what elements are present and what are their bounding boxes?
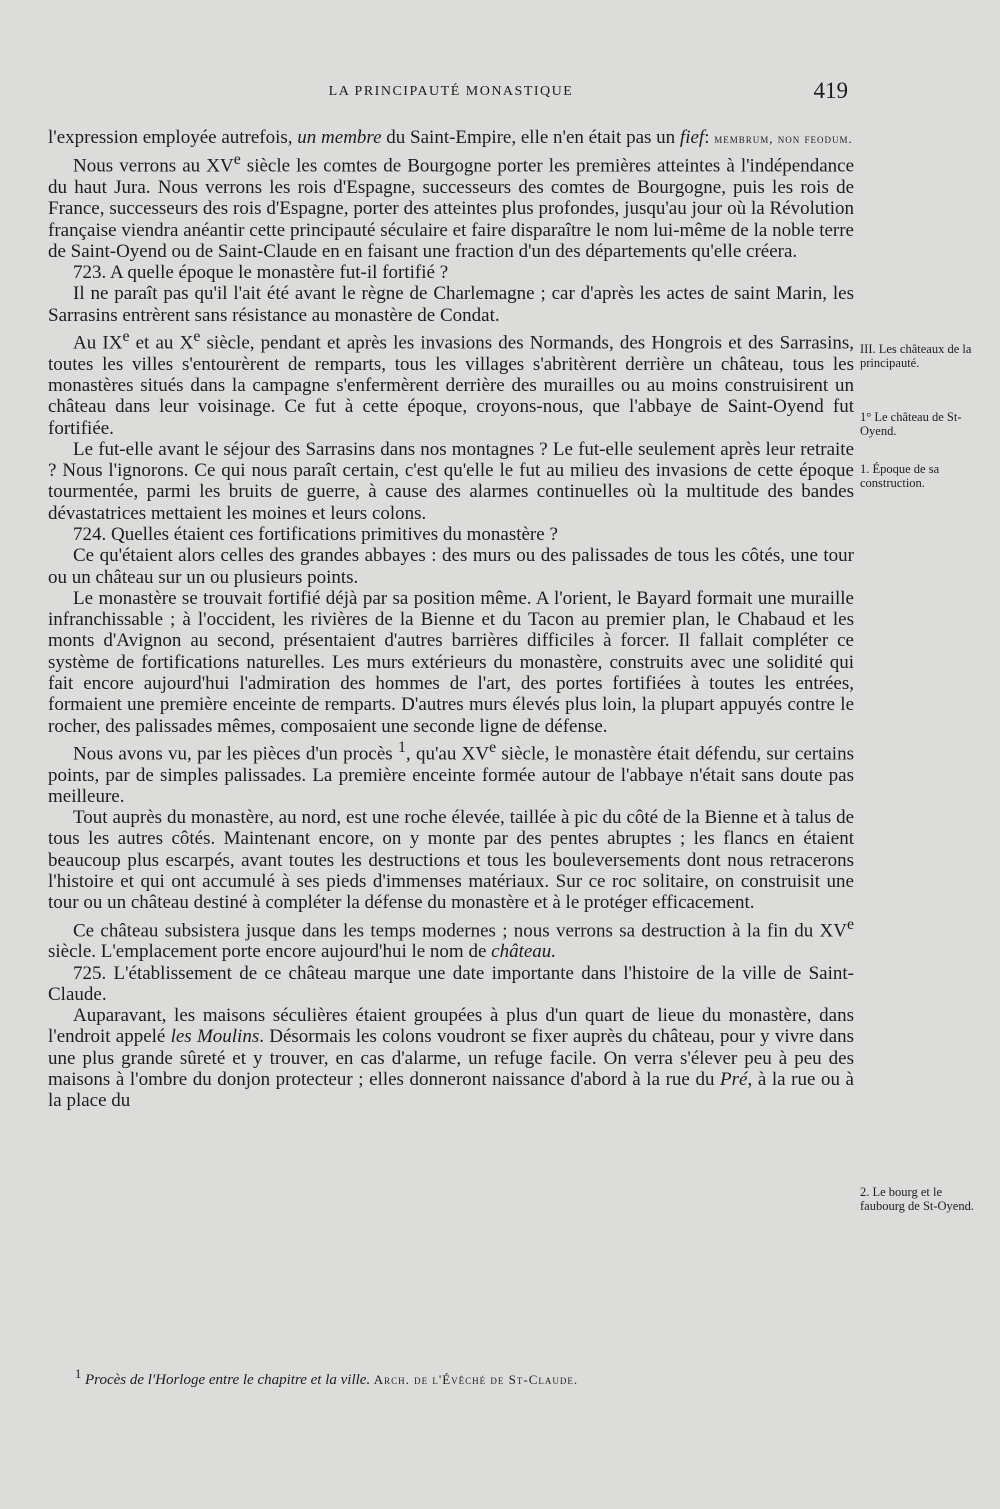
text-run: Nous avons vu, par les pièces d'un procès — [73, 743, 398, 765]
page-header — [48, 78, 854, 108]
paragraph — [48, 963, 854, 1006]
paragraph — [48, 545, 854, 588]
text-run: : — [704, 127, 715, 148]
text-run: Auparavant, les maisons séculières étaient groupées à plus d'un quart de lieue du monastère, dans l'endroit appelé — [48, 1005, 854, 1048]
text-run: du Saint-Empire, elle n'en était pas un — [381, 127, 680, 148]
footnote-text — [85, 1372, 578, 1388]
margin-note-chateau-st-oyend: 1° Le château de St-Oyend. — [860, 410, 962, 438]
text-run: , qu'au XV — [405, 743, 490, 765]
text-run: Il ne paraît pas qu'il l'ait été avant le règne de Charlemagne ; car d'après les actes de saint Marin, les Sarrasins entrèrent sans résistance au monastère de Condat. — [48, 283, 854, 326]
text-run: Tout auprès du monastère, au nord, est une roche élevée, taillée à pic du côté de la Bienne et à talus de tous les autres côtés. Maintenant encore, on y monte par des pentes abruptes ; les flancs en étaient beaucoup plus escarpés, avant toutes les destructions et tous les bouleversements dont nous retracerons l'histoire et qui ont accumulé à ses pieds d'immenses matériaux. Sur ce roc solitaire, on construisit une tour ou un château destiné à compléter la défense du monastère et à le protéger efficacement. — [48, 807, 854, 914]
paragraph — [48, 283, 854, 326]
running-title: LA PRINCIPAUTÉ MONASTIQUE — [328, 84, 574, 99]
text-run: membrum, non feodum. — [714, 131, 853, 146]
text-run: Nous verrons au XV — [73, 155, 234, 177]
text-run: 724. Quelles étaient ces fortifications primitives du monastère ? — [73, 524, 558, 545]
text-run: château. — [491, 941, 557, 963]
paragraph — [48, 914, 854, 963]
text-run: e — [233, 151, 241, 169]
text-run: e — [193, 328, 201, 345]
text-run: Pré — [720, 1069, 748, 1091]
text-run: fief — [679, 127, 705, 148]
paragraph — [48, 326, 854, 439]
text-run: Ce château subsistera jusque dans les temps modernes ; nous verrons sa destruction à la fin du XV — [73, 920, 847, 941]
text-run: Arch. de l'Évêché de St-Claude. — [370, 1372, 579, 1387]
text-run: et au X — [129, 332, 194, 354]
paragraph — [48, 127, 854, 149]
margin-note-epoque: 1. Époque de sa construction. — [860, 462, 940, 490]
text-run: siècle. L'emplacement porte encore aujourd'hui le nom de — [48, 941, 492, 963]
footnote-marker: 1 — [75, 1367, 82, 1381]
margin-note-bourg: 2. Le bourg et le faubourg de St-Oyend. — [860, 1185, 974, 1213]
text-run: un membre — [297, 127, 382, 148]
text-run: e — [489, 738, 497, 756]
text-run: 723. A quelle époque le monastère fut-il fortifié ? — [73, 262, 449, 284]
section-heading — [48, 524, 854, 545]
section-heading — [48, 262, 854, 283]
paragraph — [48, 737, 854, 807]
text-run: , à la rue ou à la place du — [48, 1069, 854, 1112]
text-run: siècle, le monastère était défendu, sur certains points, par de simples palissades. La première enceinte formée autour de l'abbaye n'était sans doute pas meilleure. — [48, 743, 854, 807]
paragraph — [48, 149, 854, 262]
paragraph — [48, 1005, 854, 1111]
text-run: Au IX — [73, 332, 123, 354]
page-number: 419 — [813, 78, 848, 103]
text-run: l'expression employée autrefois, — [48, 127, 298, 148]
text-run: les Moulins — [170, 1026, 260, 1048]
main-text — [48, 127, 854, 1112]
paragraph — [48, 807, 854, 913]
text-run: . Désormais les colons voudront se fixer auprès du château, pour y vivre dans une plus grande sûreté et y trouver, en cas d'alarme, un refuge facile. On verra s'élever peu à peu des maisons à l'ombre du donjon protecteur ; elles donneront naissance d'abord à la rue du — [48, 1026, 854, 1091]
paragraph — [48, 588, 854, 737]
text-run: e — [846, 915, 854, 933]
paragraph — [48, 439, 854, 524]
text-run: 1 — [397, 738, 406, 756]
text-run: 725. L'établissement de ce château marque une date importante dans l'histoire de la ville de Saint-Claude. — [48, 962, 854, 1005]
text-run: Procès de l'Horloge entre le chapitre et la ville. — [85, 1372, 371, 1388]
margin-note-chateaux: III. Les châteaux de la principauté. — [860, 342, 972, 370]
text-run: Le fut-elle avant le séjour des Sarrasins dans nos montagnes ? Le fut-elle seulement après leur retraite ? Nous l'ignorons. Ce qui nous paraît certain, c'est qu'elle le fut au milieu des invasions de cette époque tourmentée, parmi les bruits de guerre, à cause des alarmes continuelles où la multitude des bandes dévastatrices mettaient les moines et leurs colons. — [48, 438, 854, 524]
text-run: Le monastère se trouvait fortifié déjà par sa position même. A l'orient, le Bayard formait une muraille infranchissable ; à l'occident, les rivières de la Bienne et du Tacon au premier plan, le Chabaud et les monts d'Avignon au second, présentaient d'autres barrières difficiles à forcer. Il fallait compléter ce système de fortifications naturelles. Les murs extérieurs du monastère, construits avec une solidité qui fait encore aujourd'hui l'admiration des hommes de l'art, des portes fortifiées à toutes les entrées, formaient une première enceinte de remparts. D'autres murs élevés plus loin, la plupart appuyés contre le rocher, des palissades mêmes, composaient une seconde ligne de défense. — [48, 587, 854, 737]
footnote — [75, 1367, 875, 1389]
text-run: siècle les comtes de Bourgogne porter les premières atteintes à l'indépendance du haut Jura. Nous verrons les rois d'Espagne, successeurs des comtes de Bourgogne, puis les rois de France, successeurs des rois d'Espagne, porter des atteintes plus profondes, jusqu'au jour où la Révolution française viendra anéantir cette principauté séculaire et faire disparaître le nom lui-même de la noble terre de Saint-Oyend ou de Saint-Claude en en faisant une fraction d'un des départements qu'elle créera. — [48, 155, 854, 262]
text-run: Ce qu'étaient alors celles des grandes abbayes : des murs ou des palissades de tous les côtés, une tour ou un château sur un ou plusieurs points. — [48, 545, 854, 588]
text-run: e — [122, 328, 130, 345]
text-run: siècle, pendant et après les invasions des Normands, des Hongrois et des Sarrasins, toutes les villes s'entourèrent de remparts, tous les villages s'abritèrent derrière un château, tous les monastères situés dans la campagne s'enfermèrent derrière des murailles ou au moins construisirent un château dans leur voisinage. Ce fut à cette époque, croyons-nous, que l'abbaye de Saint-Oyend fut fortifiée. — [48, 332, 854, 439]
